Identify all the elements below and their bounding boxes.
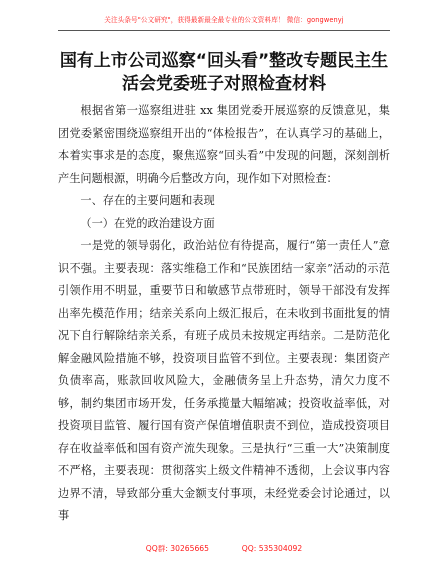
- section-heading: 一、存在的主要问题和表现: [80, 194, 215, 207]
- header-promo-note: 关注头条号"公文研究"，获得最新最全最专业的公文资料库！ 微信：gongwenyj: [104, 16, 344, 24]
- title-line-1: 国有上市公司巡察“回头看”整改专题民主生: [59, 51, 389, 71]
- footer-qq: QQ: 535304092: [241, 544, 303, 553]
- intro-paragraph: 根据省第一巡察组进驻 xx 集团党委开展巡察的反馈意见，集团党委紧密围绕巡察组开出的“体检报告”，在认真学习的基础上，本着实事求是的态度，聚焦巡察“回头看”中发现的问题，深刻剖析产生问题根源，明确今后整改方向，现作如下对照检查：: [58, 104, 390, 185]
- document-title: [58, 50, 390, 96]
- footer-contact: [0, 543, 448, 554]
- footer-qq-group: QQ群: 30265665: [145, 544, 209, 553]
- title-line-2: 活会党委班子对照检查材料: [122, 74, 326, 94]
- body-paragraph: 一是党的领导弱化，政治站位有待提高，履行“第一责任人”意识不强。主要表现：落实维稳工作和“民族团结一家亲”活动的示范引领作用不明显，重要节日和敏感节点带班时，领导干部没有发挥出率先模范作用；结亲关系向上级汇报后，在未收到书面批复的情况下自行解除结亲关系，有班子成员未按规定再结亲。二是防范化解金融风险措施不够，投资项目监管不到位。主要表现：集团资产负债率高，账款回收风险大，金融债务呈上升态势，清欠力度不够，制约集团市场开发，任务承揽量大幅缩减；投资收益率低，对投资项目监管、履行国有资产保值增值职责不到位，造成投资项目存在收益率低和国有资产流失现象。三是执行“三重一大”决策制度不严格，主要表现：贯彻落实上级文件精神不透彻，上会议事内容边界不清，导致部分重大金额支付事项，未经党委会讨论通过，以事: [58, 239, 390, 522]
- header-divider: [58, 30, 390, 31]
- subsection-heading: （一）在党的政治建设方面: [80, 216, 215, 230]
- document-body: [58, 100, 390, 528]
